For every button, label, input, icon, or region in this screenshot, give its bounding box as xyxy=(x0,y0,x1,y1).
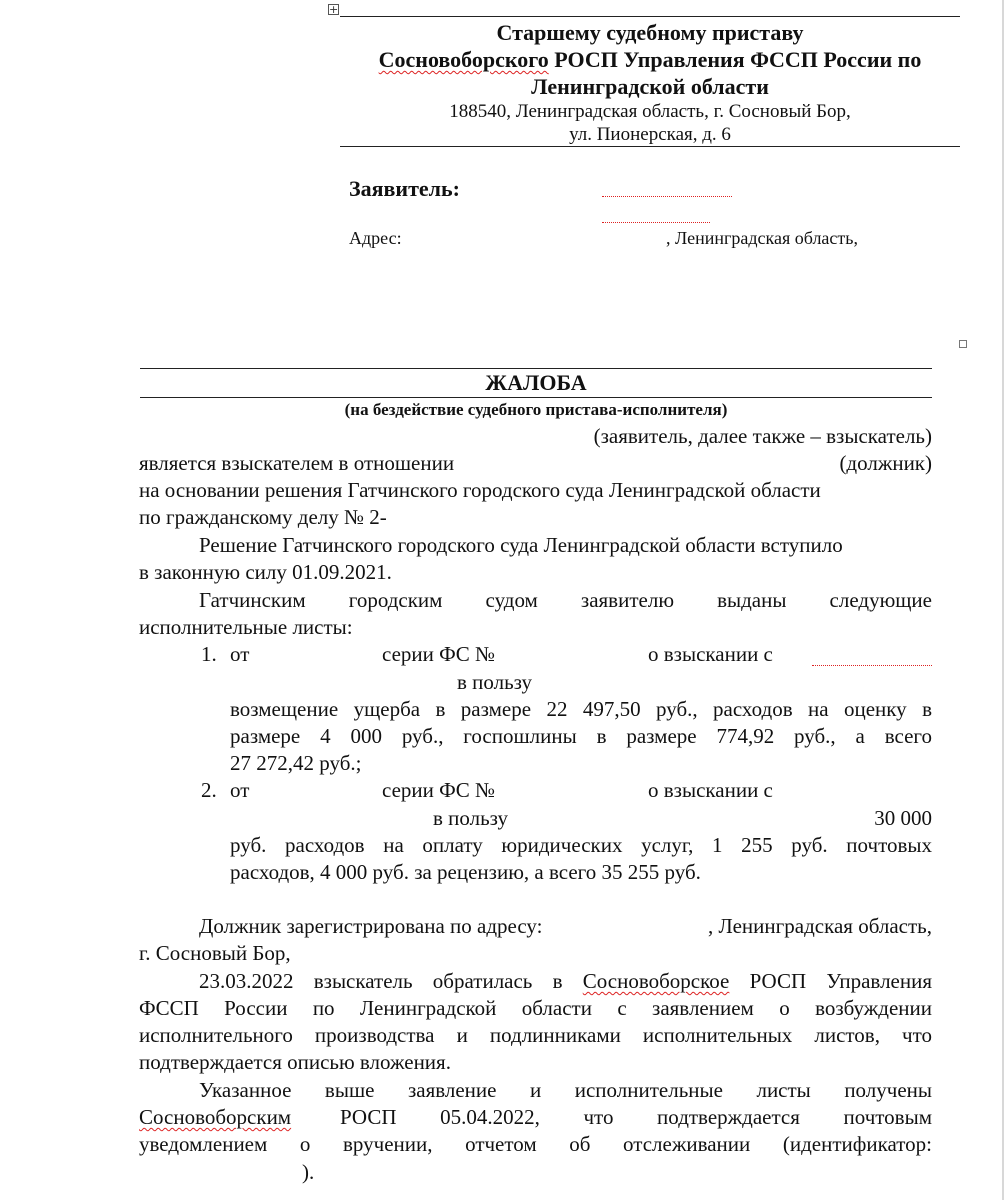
spellcheck-mark xyxy=(812,665,932,667)
table-resize-handle-icon[interactable] xyxy=(959,340,967,348)
table-move-handle-icon[interactable]: + xyxy=(329,3,339,16)
header-bottom-rule xyxy=(340,146,960,147)
addressee-address-2: ул. Пионерская, д. 6 xyxy=(569,124,731,145)
addressee-address-1: 188540, Ленинградская область, г. Сосновый Бор, xyxy=(449,101,851,122)
body-line: в пользу xyxy=(457,670,533,694)
body-line: в пользу xyxy=(433,806,509,830)
body-line: от xyxy=(230,778,250,802)
body-line: в законную силу 01.09.2021. xyxy=(139,560,392,584)
body-line: на основании решения Гатчинского городского суда Ленинградской области xyxy=(139,478,821,502)
body-line: о взыскании с xyxy=(648,642,773,666)
body-line: РОСП 05.04.2022, что подтверждается почтовым xyxy=(340,1105,932,1129)
body-line: ). xyxy=(302,1160,315,1184)
text-run: РОСП Управления xyxy=(729,969,932,993)
body-line: исполнительные листы: xyxy=(139,615,353,639)
address-label: Адрес: xyxy=(349,228,402,248)
body-line: возмещение ущерба в размере 22 497,50 руб., расходов на оценку в xyxy=(230,697,932,721)
addressee-line-1: Старшему судебному приставу xyxy=(496,20,804,45)
spellcheck-word: Сосновоборским xyxy=(139,1105,292,1129)
body-line: (заявитель, далее также – взыскатель) xyxy=(593,424,932,448)
body-line xyxy=(139,1104,291,1131)
body-line: 30 000 xyxy=(874,806,932,830)
header-top-rule xyxy=(340,16,960,17)
body-line: , Ленинградская область, xyxy=(708,914,932,938)
body-line: уведомлением о вручении, отчетом об отслеживании (идентификатор: xyxy=(139,1132,932,1156)
document-title: ЖАЛОБА xyxy=(485,370,587,395)
body-line: о взыскании с xyxy=(648,778,773,802)
body-line: Гатчинским городским судом заявителю выданы следующие xyxy=(199,588,932,612)
body-line: Должник зарегистрирована по адресу: xyxy=(199,914,543,938)
body-line: подтверждается описью вложения. xyxy=(139,1050,451,1074)
body-line: серии ФС № xyxy=(382,778,496,802)
body-line: г. Сосновый Бор, xyxy=(139,941,291,965)
body-line: Решение Гатчинского городского суда Ленинградской области вступило xyxy=(199,533,843,557)
addressee-line-2-rest: РОСП Управления ФССП России по xyxy=(548,47,922,72)
spellcheck-mark xyxy=(602,196,732,198)
body-line: исполнительного производства и подлинниками исполнительных листов, что xyxy=(139,1023,932,1047)
body-line: серии ФС № xyxy=(382,642,496,666)
body-line: является взыскателем в отношении xyxy=(139,451,455,475)
body-line: (должник) xyxy=(839,451,932,475)
body-line: размере 4 000 руб., госпошлины в размере 774,92 руб., а всего xyxy=(230,724,932,748)
title-bottom-rule xyxy=(140,397,932,398)
body-line: Указанное выше заявление и исполнительные листы получены xyxy=(199,1078,932,1102)
body-line: ФССП России по Ленинградской области с заявлением о возбуждении xyxy=(139,996,932,1020)
spellcheck-word: Сосновоборского xyxy=(378,47,549,72)
applicant-label: Заявитель: xyxy=(349,176,460,201)
text-run: 23.03.2022 взыскатель обратилась в xyxy=(199,969,583,993)
body-line: 27 272,42 руб.; xyxy=(230,751,362,775)
body-line: руб. расходов на оплату юридических услуг, 1 255 руб. почтовых xyxy=(230,833,932,857)
address-value: , Ленинградская область, xyxy=(666,228,858,248)
addressee-line-2 xyxy=(340,46,960,73)
spellcheck-mark xyxy=(602,222,710,224)
list-item-number: 2. xyxy=(201,778,217,802)
body-line: расходов, 4 000 руб. за рецензию, а всего 35 255 руб. xyxy=(230,860,701,884)
document-subtitle: (на бездействие судебного пристава-исполнителя) xyxy=(344,400,728,419)
title-top-rule xyxy=(140,368,932,369)
body-line: по гражданскому делу № 2- xyxy=(139,505,387,529)
body-line xyxy=(199,968,932,995)
spellcheck-word: Сосновоборское xyxy=(582,969,730,993)
addressee-line-3: Ленинградской области xyxy=(531,74,769,99)
body-line: от xyxy=(230,642,250,666)
list-item-number: 1. xyxy=(201,642,217,666)
